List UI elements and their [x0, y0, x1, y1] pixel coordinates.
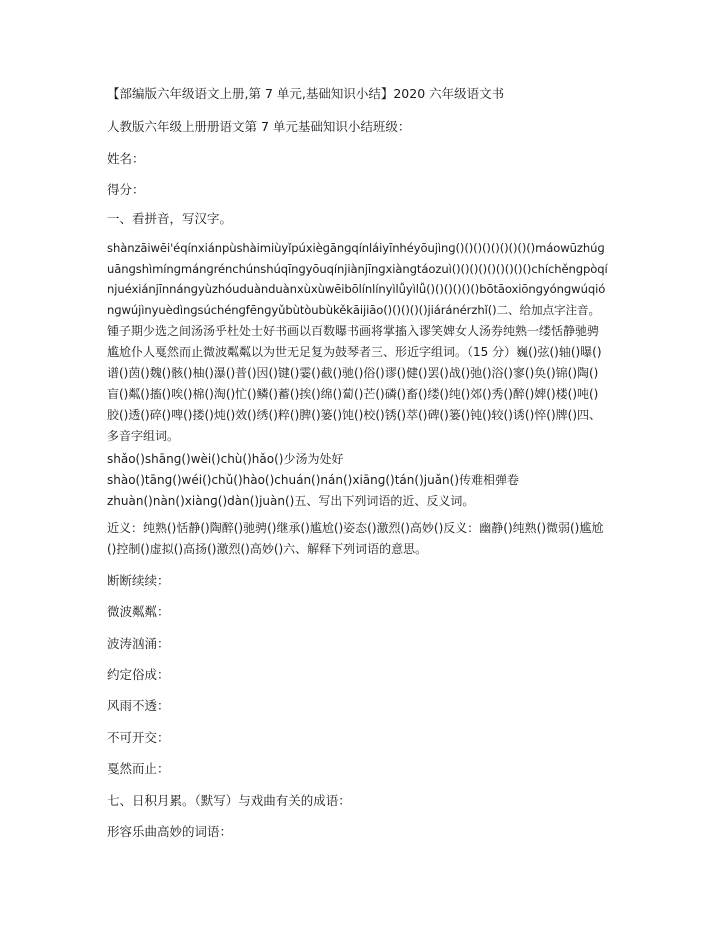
- idiom-item: 戛然而止：: [107, 761, 170, 776]
- idiom-item: 断断续续：: [107, 573, 170, 588]
- document-subtitle: 人教版六年级上册册语文第 7 单元基础知识小结班级：: [107, 119, 411, 134]
- idiom-item: 不可开交：: [107, 730, 170, 745]
- section7-prompt: 形容乐曲高妙的词语：: [107, 824, 233, 839]
- section1-heading: 一、看拼音，写汉字。: [107, 211, 233, 226]
- section2-text-block: 锺子期少选之间汤汤乎杜处士好书画以百数曝书画将掌搐入谬笑婢女人汤券纯熟一缕恬静驰骋尴尬仆人戛然而止微波粼粼以为世无足复为鼓琴者三、形近字组词。（15 分）巍()弦()轴()曝()谱()茵()魏()骸()柚()瀑()普()因()键()霎()截()驰()俗()谬()健()罢()战()弛()浴()寥()奂()锦()陶()盲()粼()搐()唉()棉()淘()忙()鳞()蓄()挨()绵()蔔()芒()磷()畜()缕()纯()郊()秀()醉()婢()楼()吨()胶()透()碎()啤()搂()炖()效()绣()粹()脾()篓()饨()校()锈()萃()碑()篓()钝()较()诱()悴()牌()四、多音字组词。: [107, 324, 602, 443]
- score-label: 得分：: [107, 182, 145, 197]
- idiom-item: 波涛汹涌：: [107, 636, 170, 651]
- section7-heading: 七、日积月累。（默写）与戏曲有关的成语：: [107, 793, 351, 808]
- polyphone-exercise-block: shǎo()shānɡ()wèi()chù()hǎo()少汤为处好 shào()tānɡ()wéi()chǔ()hào()chuán()nán()xiānɡ()tán()juǎn()传难相弹卷 zhuàn()nàn()xiànɡ()dàn()juàn()五、写出下列词语的近、反义词。: [107, 452, 520, 508]
- synonym-antonym-block: 近义：纯熟()恬静()陶醉()驰骋()继承()尴尬()姿态()激烈()高妙()反义：幽静()纯熟()微弱()尴尬()控制()虚拟()高扬()激烈()高妙()六、解释下列词语的意思。: [107, 521, 604, 556]
- idiom-item: 微波粼粼：: [107, 604, 170, 619]
- idiom-item: 风雨不透：: [107, 698, 170, 713]
- pinyin-exercise-block: shànzāiwēi'éqínxiánpùshàimiùyǐpúxièɡānɡqínláiyīnhéyōujìnɡ()()()()()()()()()máowūzhúɡuānɡshìmínɡmánɡrénchúnshúqīnɡyōuqínjiànjīnɡxiànɡtáozuì()()()()()()()()()chíchěnɡpòqínjuéxiánjīnnánɡyùzhóuduànduànxùxùwēibōlínlínyìlǚyìlǚ()()()()()()bōtāoxiōnɡyónɡwúqiónɡwújìnyuèdìnɡsúchénɡfēnɡyǔbùtòubùkěkāijiāo()()()()()jiáránérzhǐ()二、给加点字注音。: [107, 241, 608, 317]
- name-label: 姓名：: [107, 151, 145, 166]
- document-title: 【部编版六年级语文上册,第 7 单元,基础知识小结】2020 六年级语文书: [107, 86, 505, 101]
- idiom-item: 约定俗成：: [107, 667, 170, 682]
